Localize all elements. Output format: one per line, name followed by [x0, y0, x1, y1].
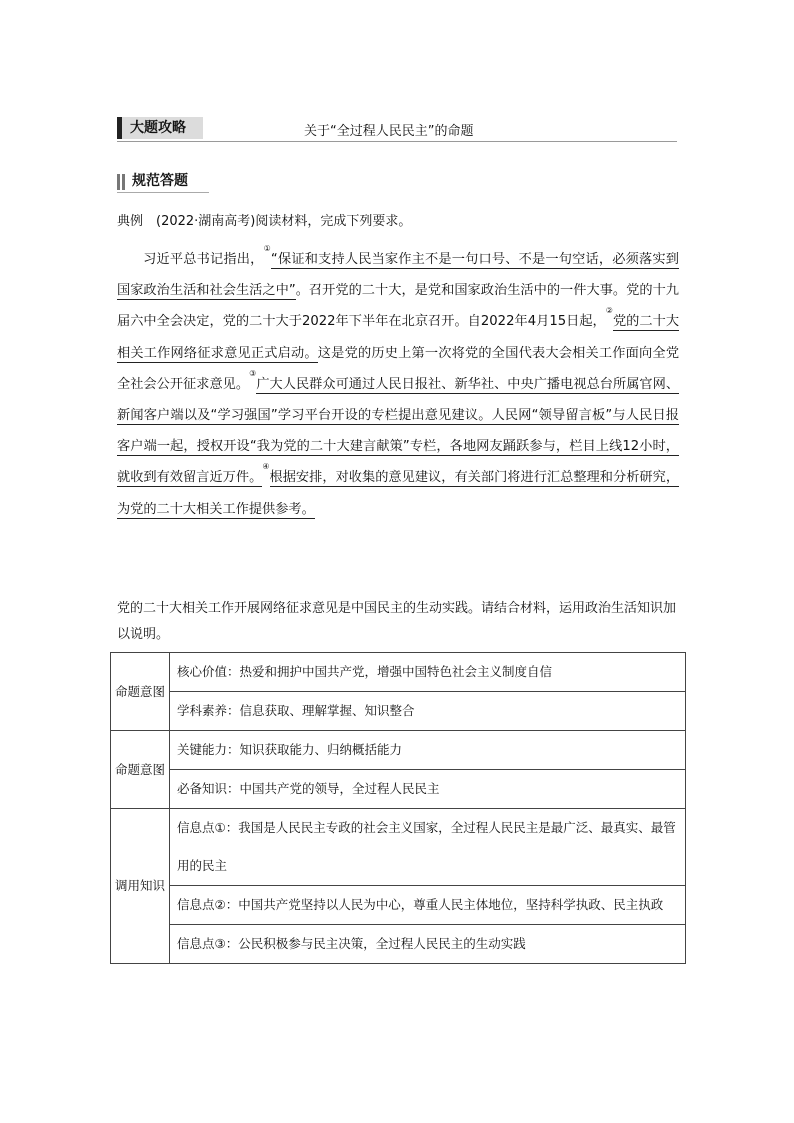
table-cell: 学科素养：信息获取、理解掌握、知识整合: [170, 692, 686, 731]
marker-4: ④: [262, 462, 270, 472]
material-p1-mid2: 这是党的历史上第一次将党的全国代表大会相关工作面向全党全社会公开征求意见。: [117, 345, 680, 392]
table-cell: 信息点②：中国共产党坚持以人民为中心，尊重人民主体地位，坚持科学执政、民主执政: [170, 886, 686, 925]
material-p1-mid: 。召开党的二十大，是党和国家政治生活中的一件大事。党的十九届六中全会决定，党的二十大于2022年下半年在北京召开。自2022年4月15日起，: [117, 283, 679, 330]
underlined-quote-1: “保证和支持人民当家作主不是一句口号、不是一句空话，必须落实到国家政治生活和社会生活之中”: [117, 252, 679, 299]
section-header: [117, 117, 677, 142]
table-row: [111, 925, 686, 964]
material-text: [117, 244, 679, 525]
section-badge: 大题攻略: [117, 117, 203, 139]
header-title: 关于“全过程人民民主”的命题: [304, 124, 474, 139]
underlined-quote-3b: 人民网“领导留言板”与人民日报客户端一起，授权开设“我为党的二十大建言献策”专栏，各地网友踊跃参与，栏目上线12小时，就收到有效留言近万件。: [117, 408, 679, 486]
table-row: [111, 731, 686, 770]
row-head: 命题意图: [111, 653, 170, 731]
subsection-heading: [117, 172, 209, 193]
row-head: 调用知识: [111, 809, 170, 964]
bars-icon: [117, 174, 127, 190]
table-row: [111, 653, 686, 692]
underlined-quote-2: 党的二十大相关工作网络征求意见正式启动。: [117, 314, 680, 361]
table-cell: 关键能力：知识获取能力、归纳概括能力: [170, 731, 686, 770]
table-row: [111, 809, 686, 886]
table-row: [111, 692, 686, 731]
marker-1: ①: [263, 244, 271, 253]
table-cell: 必备知识：中国共产党的领导，全过程人民民主: [170, 770, 686, 809]
question-text: 党的二十大相关工作开展网络征求意见是中国民主的生动实践。请结合材料，运用政治生活知识加以说明。: [117, 601, 677, 642]
row-head: 命题意图: [111, 731, 170, 809]
table-cell: 信息点③：公民积极参与民主决策，全过程人民民主的生动实践: [170, 925, 686, 964]
analysis-table: [110, 652, 686, 964]
table-cell: 核心价值：热爱和拥护中国共产党，增强中国特色社会主义制度自信: [170, 653, 686, 692]
example-intro: 典例 (2022·湖南高考)阅读材料，完成下列要求。: [117, 214, 412, 229]
table-row: [111, 886, 686, 925]
table-cell: 信息点①：我国是人民民主专政的社会主义国家，全过程人民民主是最广泛、最真实、最管用的民主: [170, 809, 686, 886]
underlined-quote-4: 根据安排，对收集的意见建议，有关部门将进行汇总整理和分析研究，为党的二十大相关工作提供参考。: [117, 470, 680, 517]
marker-3: ③: [249, 368, 257, 378]
marker-2: ②: [605, 306, 613, 316]
underlined-quote-3: 广大人民群众可通过人民日报社、新华社、中央广播电视总台所属官网、新闻客户端以及“学习强国”学习平台开设的专栏提出意见建议。: [117, 376, 680, 424]
table-row: [111, 770, 686, 809]
material-p1-start: 习近平总书记指出，: [143, 252, 264, 267]
subsection-label: 规范答题: [132, 173, 188, 189]
